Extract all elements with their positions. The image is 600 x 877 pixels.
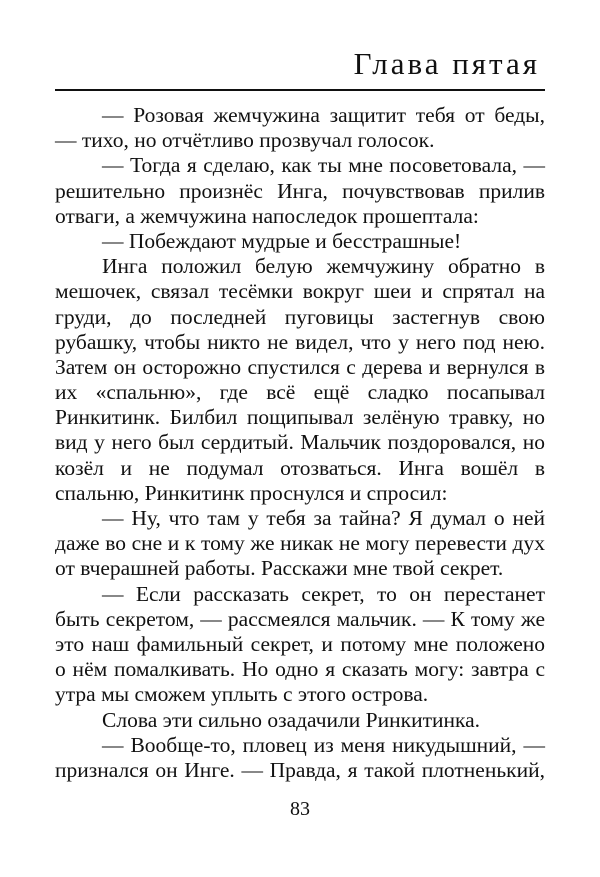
- text-line: — Ну, что там у тебя за тайна? Я думал о ней: [102, 506, 545, 530]
- text-line: Инга положил белую жемчужину обратно в: [102, 254, 545, 279]
- text-line: — тихо, но отчётливо прозвучал голосок.: [55, 128, 435, 153]
- text-line: — Побеждают мудрые и бесстрашные!: [102, 228, 462, 253]
- text-line: козёл и не подумал отозваться. Инга вошёл в: [55, 455, 545, 480]
- text-line: это наш фамильный секрет, и потому мне положено: [55, 631, 545, 656]
- text-line: вид у него был сердитый. Мальчик поздоровался, но: [55, 430, 545, 455]
- header-rule: [55, 89, 545, 91]
- text-line: — Если рассказать секрет, то он перестанет: [102, 581, 545, 606]
- text-line: — Вообще-то, пловец из меня никудышний, —: [102, 732, 545, 757]
- text-line: от вчерашней работы. Расскажи мне твой секрет.: [55, 556, 504, 581]
- text-line: — Тогда я сделаю, как ты мне посоветовала, —: [102, 153, 545, 178]
- text-line: Затем он осторожно спустился с дерева и вернулся в: [55, 354, 545, 379]
- text-line: о нём помалкивать. Но одно я сказать могу: завтра с: [55, 657, 545, 682]
- text-line: мешочек, связал тесёмки вокруг шеи и спрятал на: [55, 279, 545, 304]
- text-line: Ринкитинк. Билбил пощипывал зелёную травку, но: [55, 405, 545, 430]
- text-line: отваги, а жемчужина напоследок прошептала:: [55, 203, 479, 228]
- text-line: спальню, Ринкитинк проснулся и спросил:: [55, 480, 448, 505]
- chapter-title: Глава пятая: [353, 46, 540, 81]
- page-number: 83: [290, 798, 310, 820]
- page-body-text: [55, 103, 545, 783]
- text-line: решительно произнёс Инга, почувствовав прилив: [55, 178, 545, 203]
- text-line: Слова эти сильно озадачили Ринкитинка.: [102, 707, 481, 732]
- text-line: быть секретом, — рассмеялся мальчик. — К тому же: [55, 606, 545, 631]
- text-line: рубашку, чтобы никто не видел, что у него под нею.: [55, 329, 545, 354]
- text-line: утра мы сможем уплыть с этого острова.: [55, 682, 429, 707]
- text-line: — Розовая жемчужина защитит тебя от беды,: [102, 103, 545, 127]
- text-line: признался он Инге. — Правда, я такой плотненький,: [55, 757, 545, 782]
- text-line: даже во сне и к тому же никак не могу перевести дух: [55, 531, 545, 556]
- text-line: груди, до последней пуговицы застегнув свою: [55, 304, 545, 329]
- text-line: их «спальню», где всё ещё сладко посапывал: [55, 380, 545, 405]
